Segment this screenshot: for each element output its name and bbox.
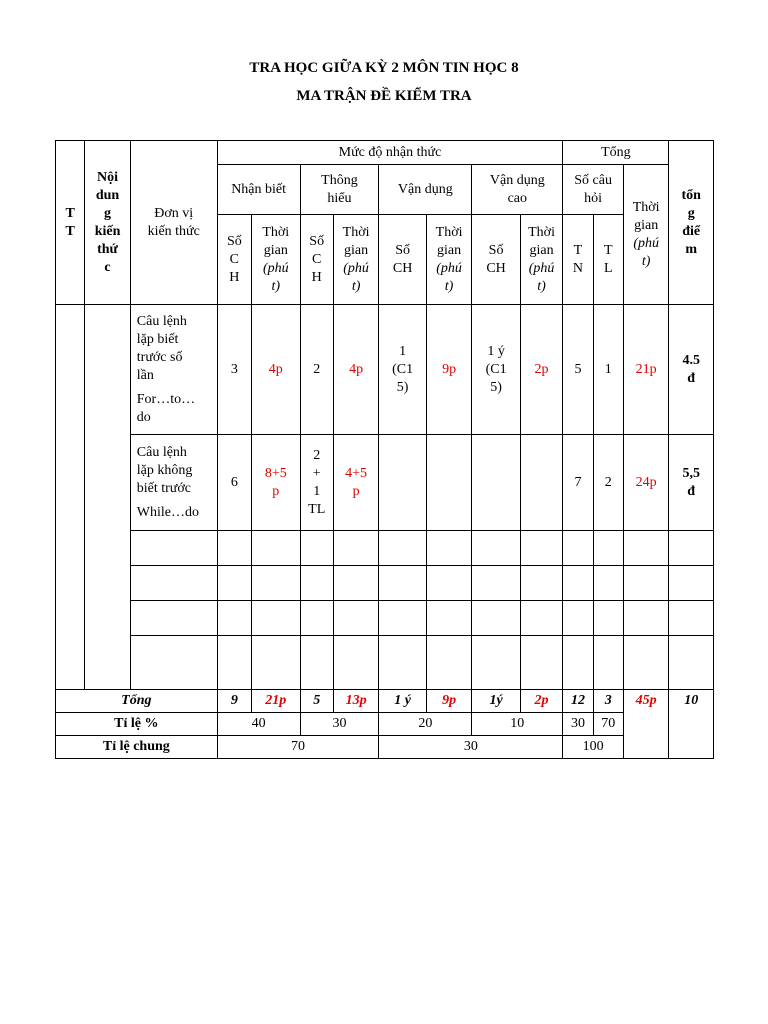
- vd-so-cell: [379, 435, 427, 531]
- don-vi-cell: Câu lệnh lặp không biết trước While…do: [130, 435, 217, 531]
- header-tl: T L: [593, 215, 623, 305]
- header-so-ch: Số CH: [472, 215, 521, 305]
- vd-so-cell: 1 (C1 5): [379, 305, 427, 435]
- vdc-so-cell: 1 ý (C1 5): [472, 305, 521, 435]
- tt-cell: [56, 305, 85, 690]
- total-tl: 3: [593, 690, 623, 713]
- table-row-empty: [56, 566, 714, 601]
- header-thong-hieu: Thông hiểu: [300, 165, 379, 215]
- header-tong: Tổng: [563, 141, 669, 165]
- don-vi-cell: Câu lệnh lặp biết trước số lần For…to… do: [130, 305, 217, 435]
- document-title: TRA HỌC GIỮA KỲ 2 MÔN TIN HỌC 8: [249, 60, 519, 76]
- assessment-matrix-table: [55, 140, 714, 759]
- th-tg-cell: 4+5 p: [333, 435, 378, 531]
- total-vdc-tg: 2p: [520, 690, 562, 713]
- header-van-dung: Vận dụng: [379, 165, 472, 215]
- diem-cell: 5,5 đ: [669, 435, 714, 531]
- tn-cell: 7: [563, 435, 593, 531]
- nb-so-cell: 3: [217, 305, 251, 435]
- table-row-empty: [56, 636, 714, 690]
- total-diem: 10: [669, 690, 714, 759]
- header-so-ch: Số CH: [379, 215, 427, 305]
- total-th-so: 5: [300, 690, 333, 713]
- ratio-label: Tỉ lệ %: [56, 713, 218, 736]
- ratio-th: 30: [300, 713, 379, 736]
- ratio-nb: 40: [217, 713, 300, 736]
- header-so-cau-hoi: Số câu hỏi: [563, 165, 624, 215]
- overall-ratio-b: 30: [379, 736, 563, 759]
- ratio-vd: 20: [379, 713, 472, 736]
- header-noi-dung: Nội dun g kiến thứ c: [85, 141, 130, 305]
- header-don-vi: Đơn vị kiến thức: [130, 141, 217, 305]
- header-thoi-gian: Thời gian (phú t): [520, 215, 562, 305]
- total-tg: 45p: [623, 690, 669, 759]
- table-row: [56, 435, 714, 531]
- total-vd-so: 1 ý: [379, 690, 427, 713]
- table-row-empty: [56, 601, 714, 636]
- nb-so-cell: 6: [217, 435, 251, 531]
- total-vdc-so: 1ý: [472, 690, 521, 713]
- th-tg-cell: 4p: [333, 305, 378, 435]
- overall-ratio-label: Tỉ lệ chung: [56, 736, 218, 759]
- overall-ratio-a: 70: [217, 736, 379, 759]
- header-so-ch: Số C H: [300, 215, 333, 305]
- th-so-cell: 2 + 1 TL: [300, 435, 333, 531]
- total-label: Tổng: [56, 690, 218, 713]
- total-tn: 12: [563, 690, 593, 713]
- ratio-vdc: 10: [472, 713, 563, 736]
- header-nhan-biet: Nhận biết: [217, 165, 300, 215]
- tn-cell: 5: [563, 305, 593, 435]
- header-tn: T N: [563, 215, 593, 305]
- vdc-tg-cell: 2p: [520, 305, 562, 435]
- tg-total-cell: 24p: [623, 435, 669, 531]
- header-tt: T T: [56, 141, 85, 305]
- total-nb-tg: 21p: [252, 690, 301, 713]
- header-so-ch: Số C H: [217, 215, 251, 305]
- total-th-tg: 13p: [333, 690, 378, 713]
- vdc-tg-cell: [520, 435, 562, 531]
- th-so-cell: 2: [300, 305, 333, 435]
- ratio-tn: 30: [563, 713, 593, 736]
- noi-dung-cell: [85, 305, 130, 690]
- total-row: [56, 690, 714, 713]
- vd-tg-cell: [426, 435, 471, 531]
- header-thoi-gian: Thời gian (phú t): [426, 215, 471, 305]
- ratio-row: [56, 713, 714, 736]
- header-thoi-gian: Thời gian (phú t): [252, 215, 301, 305]
- document-subtitle: MA TRẬN ĐỀ KIỂM TRA: [296, 88, 472, 104]
- tl-cell: 2: [593, 435, 623, 531]
- vd-tg-cell: 9p: [426, 305, 471, 435]
- nb-tg-cell: 8+5 p: [252, 435, 301, 531]
- diem-cell: 4.5 đ: [669, 305, 714, 435]
- table-row-empty: [56, 531, 714, 566]
- header-thoi-gian-tong: Thời gian (phú t): [623, 165, 669, 305]
- header-van-dung-cao: Vận dụng cao: [472, 165, 563, 215]
- ratio-tl: 70: [593, 713, 623, 736]
- overall-ratio-c: 100: [563, 736, 624, 759]
- tl-cell: 1: [593, 305, 623, 435]
- overall-ratio-row: [56, 736, 714, 759]
- header-muc-do: Mức độ nhận thức: [217, 141, 563, 165]
- vdc-so-cell: [472, 435, 521, 531]
- table-row: [56, 305, 714, 435]
- header-thoi-gian: Thời gian (phú t): [333, 215, 378, 305]
- total-vd-tg: 9p: [426, 690, 471, 713]
- header-tong-diem: tổn g điể m: [669, 141, 714, 305]
- tg-total-cell: 21p: [623, 305, 669, 435]
- total-nb-so: 9: [217, 690, 251, 713]
- nb-tg-cell: 4p: [252, 305, 301, 435]
